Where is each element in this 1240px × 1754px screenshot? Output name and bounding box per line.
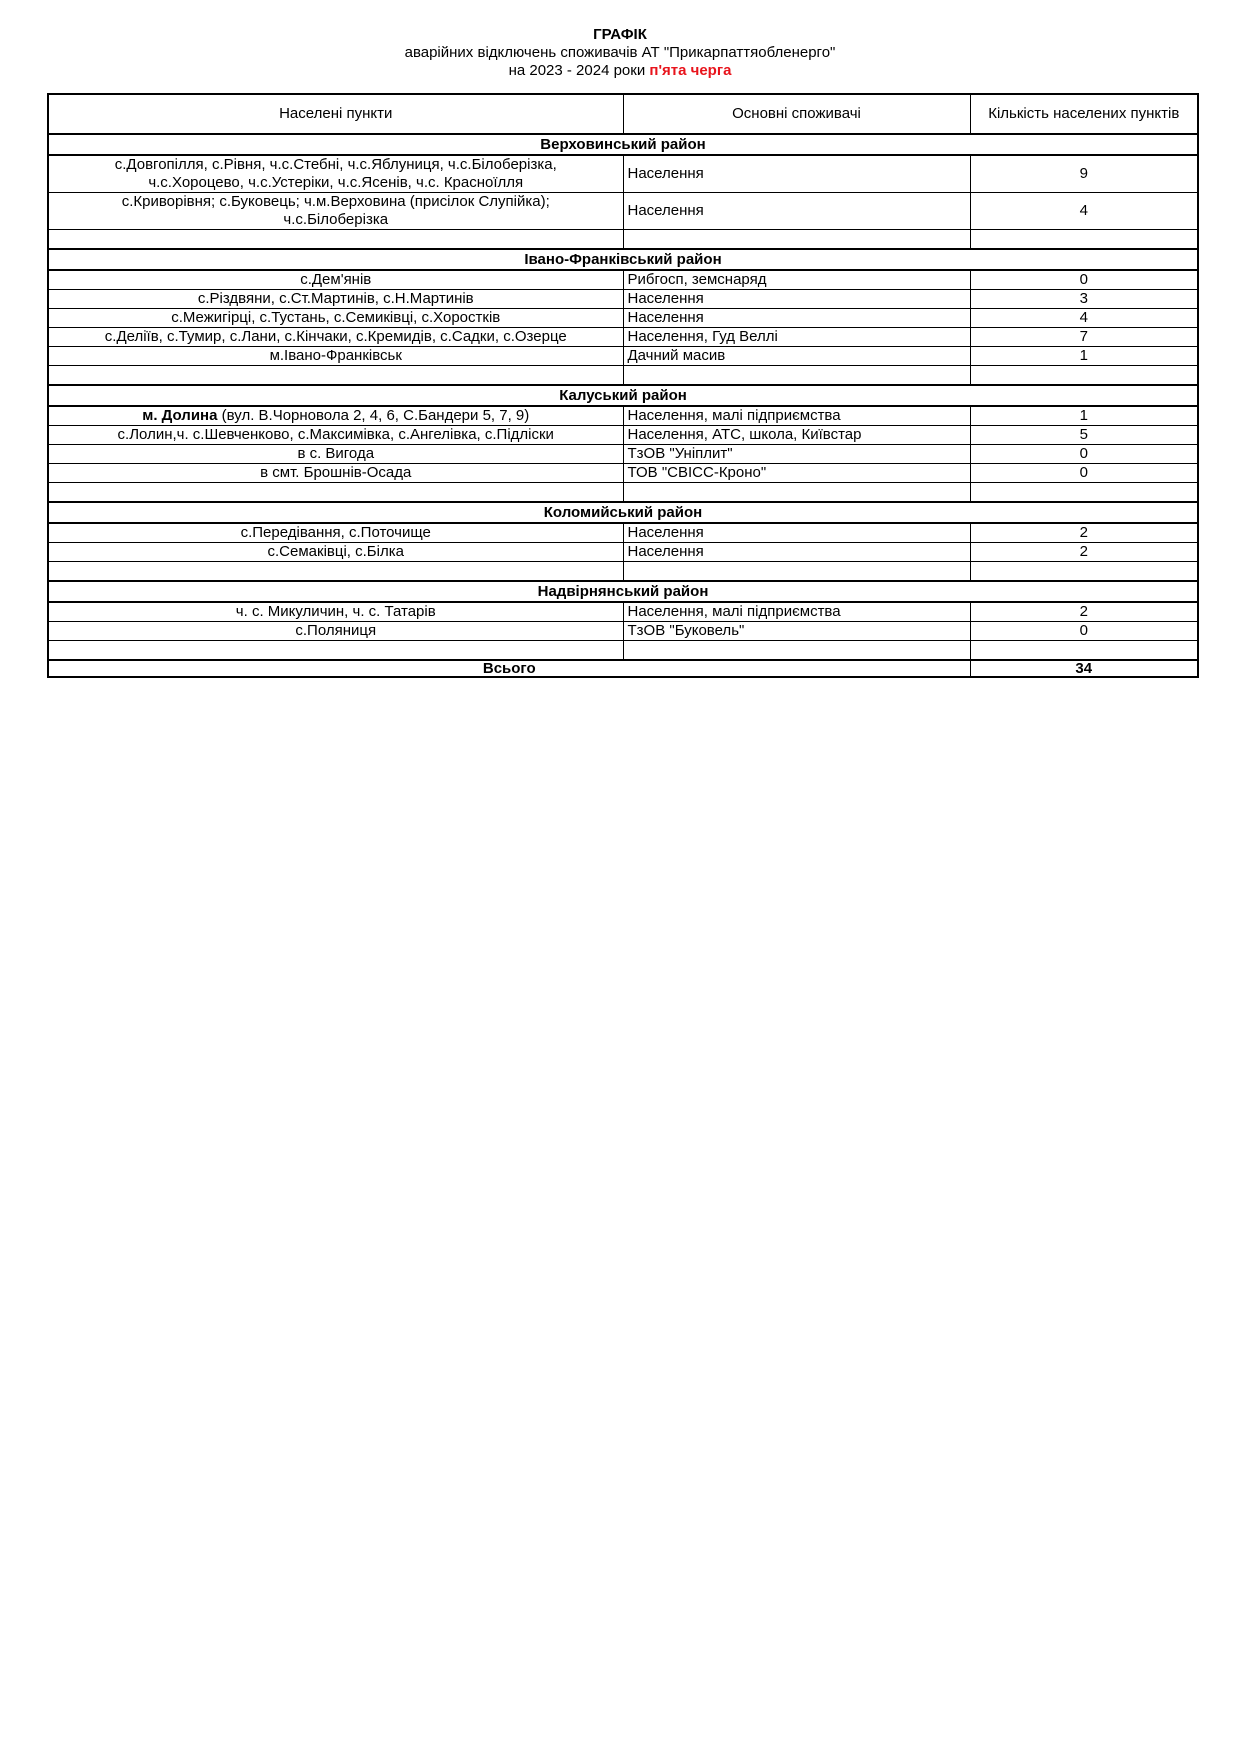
consumers-cell: Населення [623, 309, 970, 328]
count-cell: 0 [970, 622, 1198, 641]
consumers-cell: Населення, малі підприємства [623, 406, 970, 426]
consumers-cell: Населення [623, 193, 970, 230]
settlements-cell: ч. с. Микуличин, ч. с. Татарів [48, 602, 623, 622]
consumers-cell: Населення [623, 290, 970, 309]
count-cell: 1 [970, 347, 1198, 366]
consumers-cell: ТОВ "СВІСС-Кроно" [623, 464, 970, 483]
consumers-cell: Населення [623, 543, 970, 562]
district-row [48, 385, 1198, 406]
table-row [48, 155, 1198, 193]
district-name: Івано-Франківський район [48, 249, 1198, 270]
document-period [0, 62, 1240, 80]
district-name: Калуський район [48, 385, 1198, 406]
table-row [48, 426, 1198, 445]
settlements-cell [48, 193, 623, 230]
document-header [0, 26, 1240, 80]
empty-row [48, 483, 1198, 503]
count-cell: 0 [970, 445, 1198, 464]
empty-row [48, 562, 1198, 582]
district-name: Надвірнянський район [48, 581, 1198, 602]
count-cell: 7 [970, 328, 1198, 347]
consumers-cell: Населення [623, 155, 970, 193]
settlements-cell: м.Івано-Франківськ [48, 347, 623, 366]
count-cell: 5 [970, 426, 1198, 445]
settlements-cell: с.Лолин,ч. с.Шевченково, с.Максимівка, с.Ангелівка, с.Підліски [48, 426, 623, 445]
settlements-line: ч.с.Білоберізка [283, 211, 389, 228]
settlements-line: с.Криворівня; с.Буковець; ч.м.Верховина (присілок Слупійка); [121, 193, 550, 210]
settlements-cell: с.Поляниця [48, 622, 623, 641]
count-cell: 4 [970, 309, 1198, 328]
settlements-cell: в смт. Брошнів-Осада [48, 464, 623, 483]
table-row [48, 523, 1198, 543]
settlements-cell: с.Деліїв, с.Тумир, с.Лани, с.Кінчаки, с.Кремидів, с.Садки, с.Озерце [48, 328, 623, 347]
outage-schedule-table [47, 93, 1199, 678]
column-header-count: Кількість населених пунктів [970, 94, 1198, 134]
count-cell: 1 [970, 406, 1198, 426]
consumers-cell: ТзОВ "Буковель" [623, 622, 970, 641]
period-text: на 2023 - 2024 роки [508, 62, 650, 79]
count-cell: 0 [970, 464, 1198, 483]
total-label: Всього [48, 660, 970, 677]
settlement-streets: (вул. В.Чорновола 2, 4, 6, С.Бандери 5, 7, 9) [217, 407, 530, 424]
consumers-cell: ТзОВ "Уніплит" [623, 445, 970, 464]
table-row [48, 193, 1198, 230]
table-row [48, 309, 1198, 328]
table-row [48, 290, 1198, 309]
column-header-settlements: Населені пункти [48, 94, 623, 134]
table-row [48, 406, 1198, 426]
count-cell: 2 [970, 543, 1198, 562]
consumers-cell: Рибгосп, земснаряд [623, 270, 970, 290]
count-cell: 0 [970, 270, 1198, 290]
settlements-cell: с.Семаківці, с.Білка [48, 543, 623, 562]
district-row [48, 134, 1198, 155]
empty-row [48, 366, 1198, 386]
settlements-cell: с.Дем'янів [48, 270, 623, 290]
count-cell: 2 [970, 602, 1198, 622]
settlement-name: м. Долина [142, 407, 218, 424]
queue-label: п'ята черга [649, 62, 732, 79]
total-value: 34 [970, 660, 1198, 677]
empty-row [48, 641, 1198, 661]
district-row [48, 249, 1198, 270]
settlements-cell [48, 155, 623, 193]
table-header-row [48, 94, 1198, 134]
count-cell: 2 [970, 523, 1198, 543]
district-name: Верховинський район [48, 134, 1198, 155]
consumers-cell: Населення [623, 523, 970, 543]
table-row [48, 328, 1198, 347]
district-row [48, 502, 1198, 523]
district-row [48, 581, 1198, 602]
column-header-consumers: Основні споживачі [623, 94, 970, 134]
document-subtitle: аварійних відключень споживачів АТ "Прикарпаттяобленерго" [404, 44, 836, 61]
count-cell: 4 [970, 193, 1198, 230]
table-row [48, 622, 1198, 641]
document-title: ГРАФІК [593, 26, 647, 43]
count-cell: 9 [970, 155, 1198, 193]
table-row [48, 543, 1198, 562]
table-row [48, 347, 1198, 366]
consumers-cell: Населення, АТС, школа, Київстар [623, 426, 970, 445]
consumers-cell: Дачний масив [623, 347, 970, 366]
table-row [48, 445, 1198, 464]
table-row [48, 602, 1198, 622]
total-row [48, 660, 1198, 677]
consumers-cell: Населення, Гуд Веллі [623, 328, 970, 347]
settlements-cell: с.Передівання, с.Поточище [48, 523, 623, 543]
settlements-cell: в с. Вигода [48, 445, 623, 464]
settlements-line: с.Довгопілля, с.Рівня, ч.с.Стебні, ч.с.Яблуниця, ч.с.Білоберізка, [114, 156, 557, 173]
settlements-cell: с.Межигірці, с.Тустань, с.Семиківці, с.Хоростків [48, 309, 623, 328]
table-row [48, 464, 1198, 483]
count-cell: 3 [970, 290, 1198, 309]
empty-row [48, 230, 1198, 250]
district-name: Коломийський район [48, 502, 1198, 523]
table-row [48, 270, 1198, 290]
settlements-line: ч.с.Хороцево, ч.с.Устеріки, ч.с.Ясенів, ч.с. Красноїлля [148, 174, 524, 191]
settlements-cell: с.Різдвяни, с.Ст.Мартинів, с.Н.Мартинів [48, 290, 623, 309]
settlements-cell [48, 406, 623, 426]
consumers-cell: Населення, малі підприємства [623, 602, 970, 622]
